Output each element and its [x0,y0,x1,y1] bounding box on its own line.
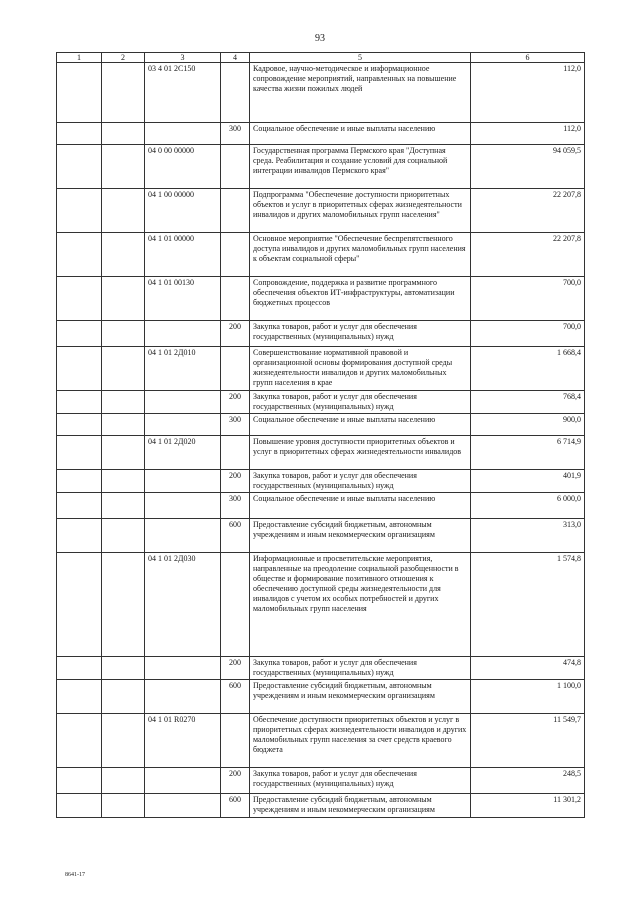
expense-type-cell: 200 [221,657,250,680]
expense-type-cell: 300 [221,414,250,436]
amount-cell: 1 100,0 [471,680,585,714]
table-row [57,391,585,414]
col-2-cell [102,794,145,818]
col-1-cell [57,63,102,123]
budget-code-cell [145,414,221,436]
col-2-cell [102,493,145,519]
col-2-cell [102,123,145,145]
expense-type-cell: 600 [221,794,250,818]
table-row [57,347,585,391]
table-row [57,768,585,794]
col-2-cell [102,519,145,553]
budget-code-cell: 04 1 01 2Д020 [145,436,221,470]
item-name-cell: Совершенствование нормативной правовой и организационной основы формирования доступной среды жизнедеятельности инвалидов и других маломобильных групп населения в крае [250,347,471,391]
table-row [57,657,585,680]
budget-code-cell: 04 1 01 00000 [145,233,221,277]
col-2-cell [102,714,145,768]
table-row [57,277,585,321]
amount-cell: 94 059,5 [471,145,585,189]
col-1-cell [57,321,102,347]
budget-code-cell [145,470,221,493]
col-2-cell [102,277,145,321]
col-1-cell [57,493,102,519]
budget-code-cell [145,794,221,818]
amount-cell: 1 574,8 [471,553,585,657]
amount-cell: 900,0 [471,414,585,436]
column-header: 6 [471,53,585,63]
amount-cell: 22 207,8 [471,233,585,277]
page-number: 93 [315,33,325,44]
document-code: 8641-17 [65,872,85,878]
amount-cell: 6 000,0 [471,493,585,519]
expense-type-cell: 200 [221,768,250,794]
budget-code-cell: 03 4 01 2С150 [145,63,221,123]
col-1-cell [57,657,102,680]
table-row [57,233,585,277]
col-2-cell [102,436,145,470]
budget-code-cell [145,519,221,553]
budget-code-cell [145,768,221,794]
expense-type-cell [221,145,250,189]
table-row [57,123,585,145]
col-1-cell [57,189,102,233]
col-2-cell [102,233,145,277]
budget-table [56,52,585,818]
col-1-cell [57,519,102,553]
header-row [57,53,585,63]
col-2-cell [102,657,145,680]
item-name-cell: Социальное обеспечение и иные выплаты населению [250,493,471,519]
col-1-cell [57,714,102,768]
col-2-cell [102,414,145,436]
col-2-cell [102,680,145,714]
col-1-cell [57,277,102,321]
budget-code-cell: 04 1 01 R0270 [145,714,221,768]
budget-code-cell: 04 1 00 00000 [145,189,221,233]
col-2-cell [102,145,145,189]
item-name-cell: Информационные и просветительские мероприятия, направленные на преодоление социальной разобщенности в обществе и формирование позитивного отношения к обеспечению доступной среды жизнедеятельности для инвалидов с учетом их особых потребностей и других маломобильных групп населения [250,553,471,657]
column-header: 5 [250,53,471,63]
expense-type-cell [221,553,250,657]
amount-cell: 700,0 [471,277,585,321]
col-1-cell [57,794,102,818]
table-row [57,794,585,818]
item-name-cell: Социальное обеспечение и иные выплаты населению [250,123,471,145]
col-1-cell [57,145,102,189]
expense-type-cell [221,233,250,277]
amount-cell: 6 714,9 [471,436,585,470]
budget-code-cell [145,123,221,145]
amount-cell: 474,8 [471,657,585,680]
amount-cell: 22 207,8 [471,189,585,233]
item-name-cell: Государственная программа Пермского края "Доступная среда. Реабилитация и создание условий для социальной интеграции инвалидов Пермского края" [250,145,471,189]
table-row [57,519,585,553]
item-name-cell: Закупка товаров, работ и услуг для обеспечения государственных (муниципальных) нужд [250,321,471,347]
item-name-cell: Кадровое, научно-методическое и информационное сопровождение мероприятий, направленных на повышение качества жизни пожилых людей [250,63,471,123]
expense-type-cell [221,189,250,233]
amount-cell: 1 668,4 [471,347,585,391]
col-1-cell [57,680,102,714]
expense-type-cell [221,436,250,470]
table-row [57,321,585,347]
col-1-cell [57,123,102,145]
table-row [57,189,585,233]
item-name-cell: Закупка товаров, работ и услуг для обеспечения государственных (муниципальных) нужд [250,391,471,414]
expense-type-cell [221,63,250,123]
table-row [57,470,585,493]
budget-code-cell [145,493,221,519]
col-1-cell [57,470,102,493]
col-1-cell [57,553,102,657]
table-row [57,714,585,768]
col-1-cell [57,768,102,794]
amount-cell: 401,9 [471,470,585,493]
col-2-cell [102,347,145,391]
expense-type-cell [221,714,250,768]
col-1-cell [57,436,102,470]
item-name-cell: Сопровождение, поддержка и развитие программного обеспечения объектов ИТ-инфраструктуры, автоматизации бюджетных процессов [250,277,471,321]
item-name-cell: Социальное обеспечение и иные выплаты населению [250,414,471,436]
col-1-cell [57,347,102,391]
item-name-cell: Основное мероприятие "Обеспечение беспрепятственного доступа инвалидов и других маломобильных групп населения к объектам социальной сферы" [250,233,471,277]
col-2-cell [102,321,145,347]
table-row [57,145,585,189]
expense-type-cell: 300 [221,123,250,145]
table-row [57,680,585,714]
item-name-cell: Подпрограмма "Обеспечение доступности приоритетных объектов и услуг в приоритетных сферах жизнедеятельности инвалидов и других маломобильных групп населения" [250,189,471,233]
column-header: 3 [145,53,221,63]
item-name-cell: Предоставление субсидий бюджетным, автономным учреждениям и иным некоммерческим организациям [250,519,471,553]
amount-cell: 700,0 [471,321,585,347]
budget-code-cell [145,680,221,714]
table-row [57,493,585,519]
item-name-cell: Обеспечение доступности приоритетных объектов и услуг в приоритетных сферах жизнедеятельности инвалидов и других маломобильных групп населения за счет средств краевого бюджета [250,714,471,768]
col-1-cell [57,391,102,414]
budget-code-cell [145,391,221,414]
table-row [57,63,585,123]
column-header: 2 [102,53,145,63]
col-2-cell [102,189,145,233]
expense-type-cell: 200 [221,391,250,414]
item-name-cell: Предоставление субсидий бюджетным, автономным учреждениям и иным некоммерческим организациям [250,680,471,714]
col-2-cell [102,63,145,123]
table-row [57,414,585,436]
budget-code-cell [145,321,221,347]
item-name-cell: Предоставление субсидий бюджетным, автономным учреждениям и иным некоммерческим организациям [250,794,471,818]
budget-code-cell: 04 0 00 00000 [145,145,221,189]
expense-type-cell [221,277,250,321]
item-name-cell: Закупка товаров, работ и услуг для обеспечения государственных (муниципальных) нужд [250,657,471,680]
amount-cell: 248,5 [471,768,585,794]
budget-code-cell: 04 1 01 00130 [145,277,221,321]
table-row [57,553,585,657]
budget-code-cell [145,657,221,680]
amount-cell: 112,0 [471,63,585,123]
amount-cell: 11 549,7 [471,714,585,768]
item-name-cell: Закупка товаров, работ и услуг для обеспечения государственных (муниципальных) нужд [250,470,471,493]
column-header: 1 [57,53,102,63]
expense-type-cell [221,347,250,391]
expense-type-cell: 600 [221,680,250,714]
col-2-cell [102,768,145,794]
col-1-cell [57,414,102,436]
expense-type-cell: 200 [221,321,250,347]
item-name-cell: Закупка товаров, работ и услуг для обеспечения государственных (муниципальных) нужд [250,768,471,794]
col-1-cell [57,233,102,277]
budget-code-cell: 04 1 01 2Д010 [145,347,221,391]
amount-cell: 11 301,2 [471,794,585,818]
item-name-cell: Повышение уровня доступности приоритетных объектов и услуг в приоритетных сферах жизнедеятельности инвалидов [250,436,471,470]
table-row [57,436,585,470]
column-header: 4 [221,53,250,63]
col-2-cell [102,553,145,657]
col-2-cell [102,391,145,414]
expense-type-cell: 300 [221,493,250,519]
expense-type-cell: 200 [221,470,250,493]
budget-code-cell: 04 1 01 2Д030 [145,553,221,657]
expense-type-cell: 600 [221,519,250,553]
amount-cell: 313,0 [471,519,585,553]
amount-cell: 768,4 [471,391,585,414]
col-2-cell [102,470,145,493]
amount-cell: 112,0 [471,123,585,145]
